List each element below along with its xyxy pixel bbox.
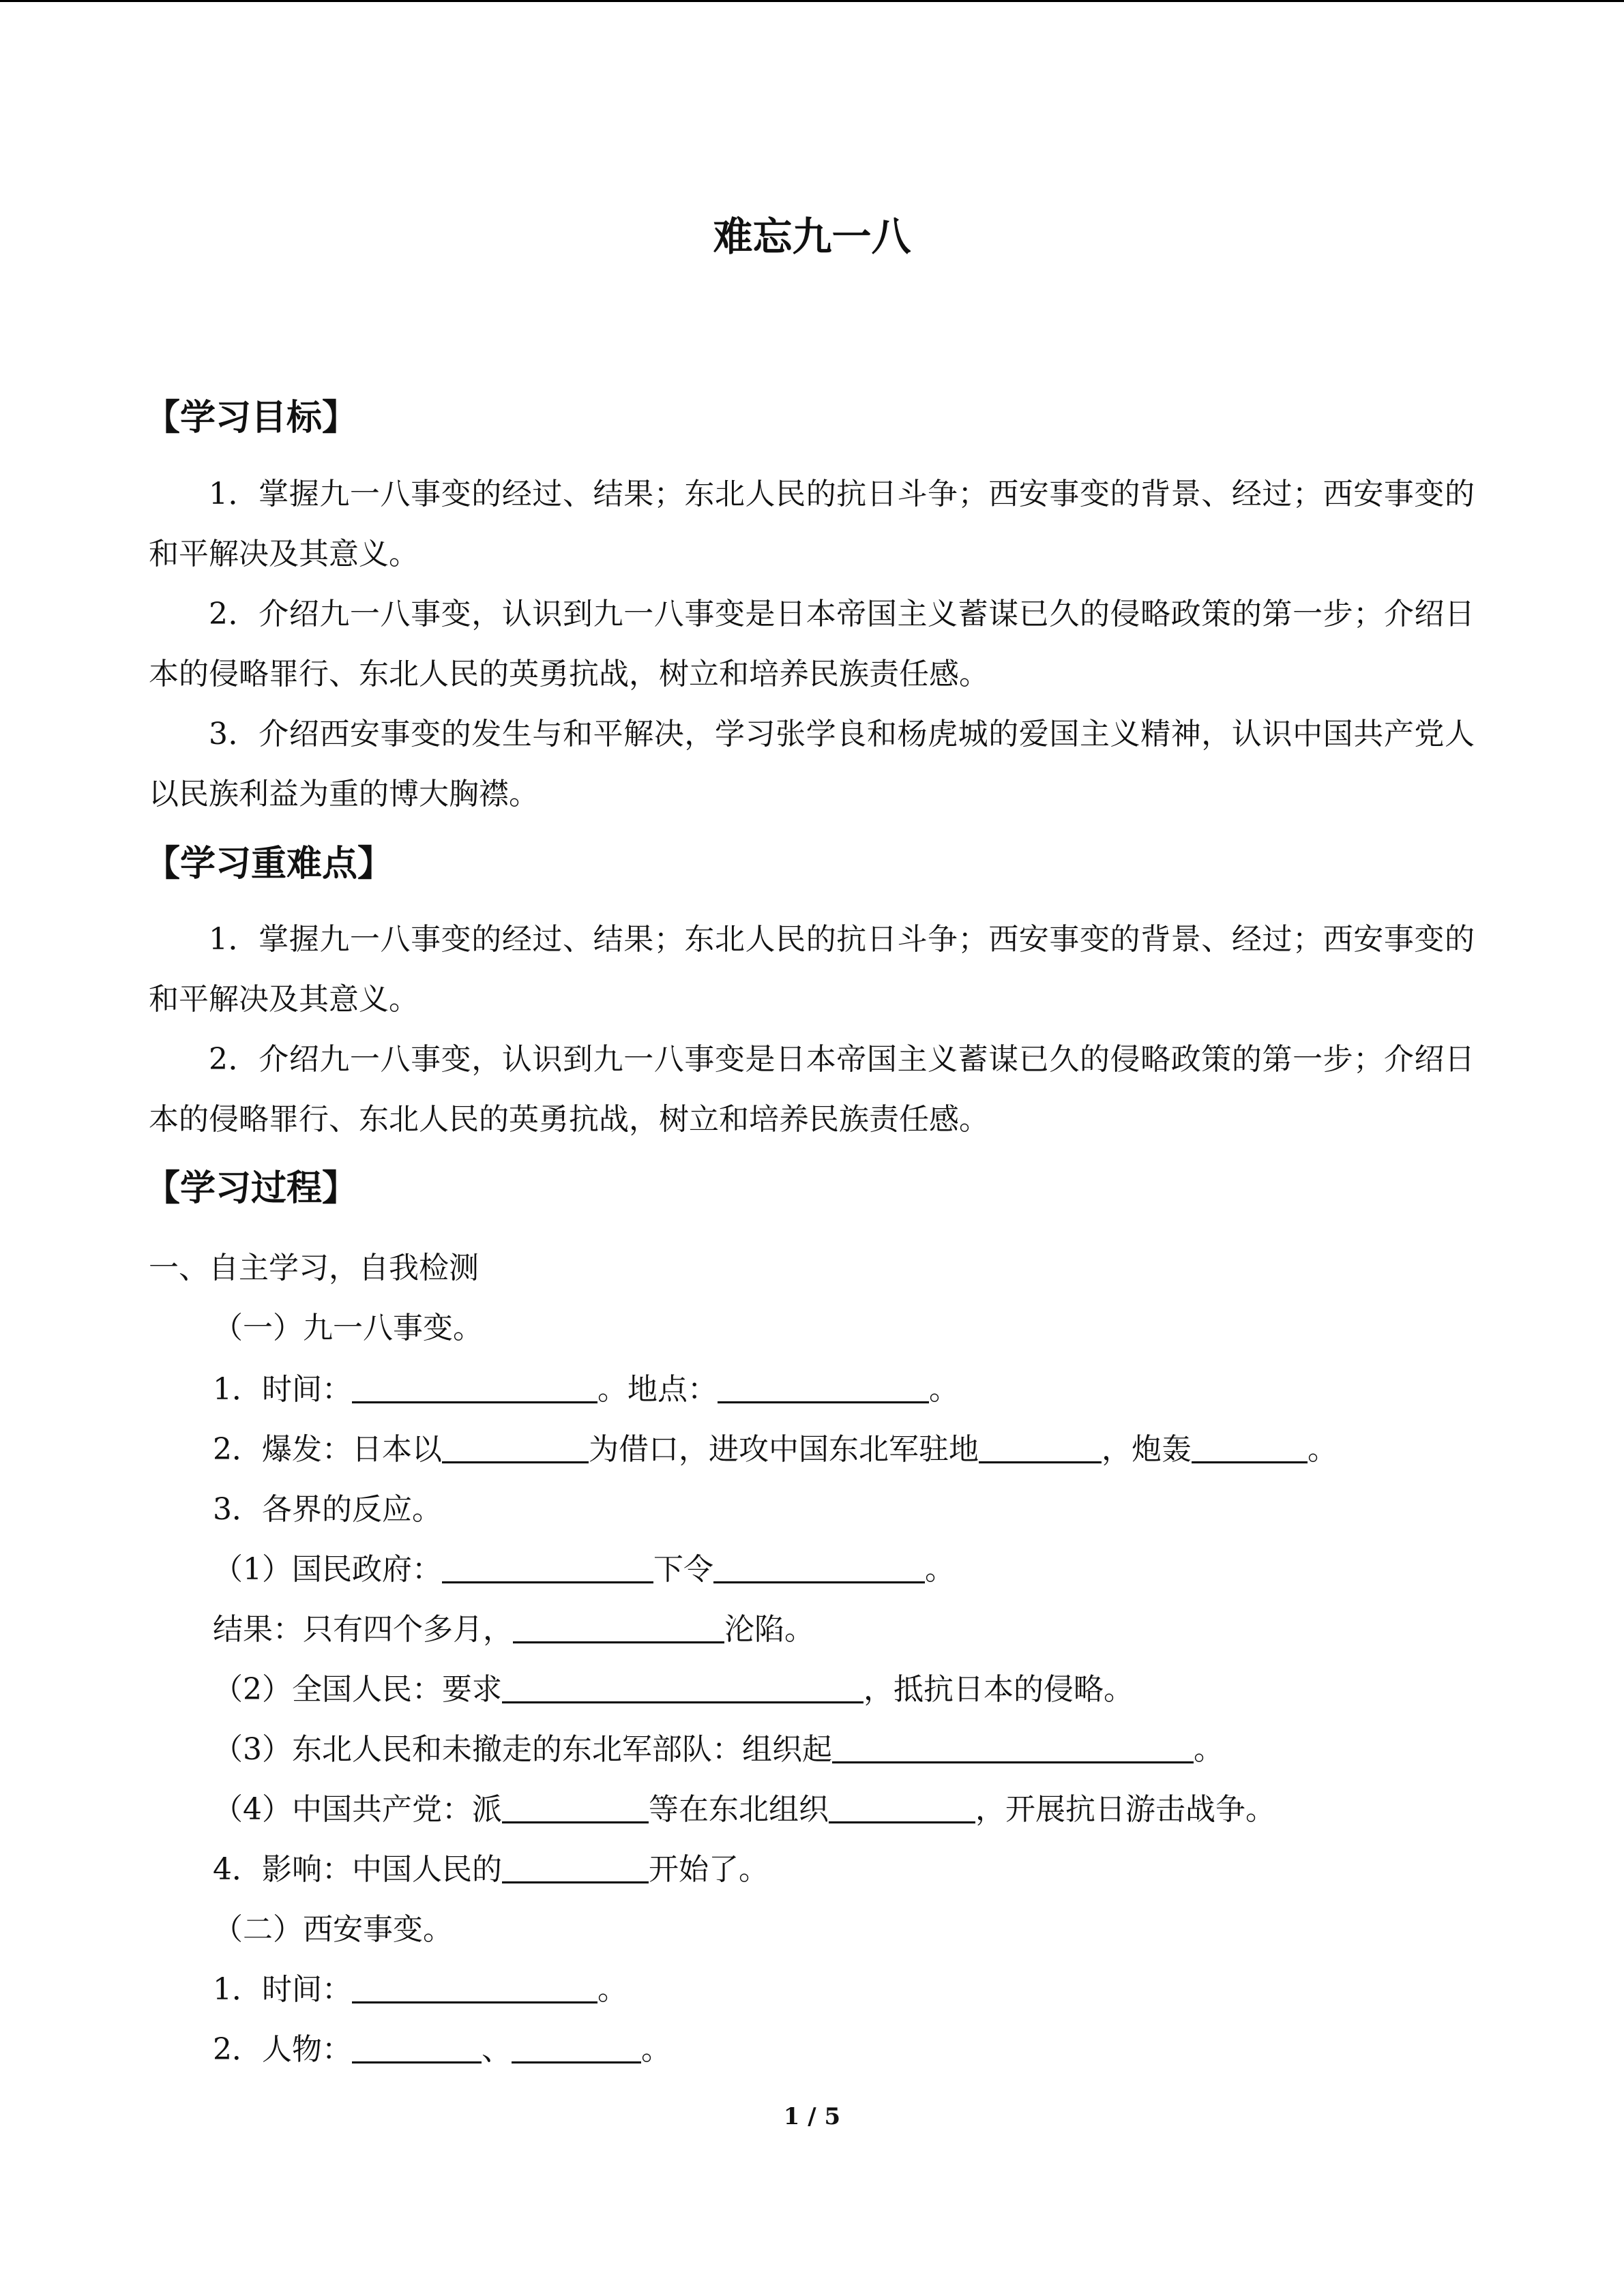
subsection-xian-incident: （二）西安事变。 [213,1912,453,1947]
goal-item-2: 2．介绍九一八事变，认识到九一八事变是日本帝国主义蓄谋已久的侵略政策的第一步；介绍日本的侵略罪行、东北人民的英勇抗战，树立和培养民族责任感。 [149,597,1475,691]
blank-cpc-dispatch[interactable] [502,1791,649,1823]
blank-pretext[interactable] [442,1431,589,1463]
blank-government-order[interactable] [713,1551,925,1583]
question-reactions: 3．各界的反应。 [213,1492,442,1527]
blank-cpc-organize[interactable] [829,1791,975,1823]
section-heading-goals: 【学习目标】 [145,398,358,438]
top-border [0,0,1624,2]
part-self-study: 一、自主学习，自我检测 [149,1251,479,1285]
blank-person-2[interactable] [512,2031,641,2063]
question-xian-time: 1．时间： 。 [213,1972,628,2007]
section-heading-process: 【学习过程】 [145,1168,358,1209]
blank-northeast-organize[interactable] [832,1731,1194,1763]
reaction-result: 结果：只有四个多月， 沦陷。 [213,1612,814,1647]
question-impact: 4．影响：中国人民的 开始了。 [213,1852,769,1887]
question-outbreak: 2．爆发：日本以 为借口，进攻中国东北军驻地 ，炮轰 。 [213,1432,1338,1467]
section-heading-key-points: 【学习重难点】 [145,844,394,884]
reaction-people: （2）全国人民：要求 ，抵抗日本的侵略。 [213,1672,1134,1707]
reaction-government: （1）国民政府： 下令 。 [213,1552,955,1587]
reaction-northeast: （3）东北人民和未撤走的东北军部队：组织起 。 [213,1732,1224,1767]
blank-people-demand[interactable] [502,1671,863,1703]
blank-government-leader[interactable] [442,1551,653,1583]
key-point-item-1: 1．掌握九一八事变的经过、结果；东北人民的抗日斗争；西安事变的背景、经过；西安事变的和平解决及其意义。 [149,922,1475,1017]
blank-fallen-region[interactable] [513,1611,724,1643]
question-time-place: 1．时间： 。地点： 。 [213,1372,959,1407]
reaction-cpc: （4）中国共产党：派 等在东北组织 ，开展抗日游击战争。 [213,1792,1275,1827]
question-xian-people: 2．人物： 、 。 [213,2032,671,2067]
blank-impact[interactable] [502,1851,649,1883]
blank-xian-time[interactable] [352,1971,597,2003]
key-point-item-2: 2．介绍九一八事变，认识到九一八事变是日本帝国主义蓄谋已久的侵略政策的第一步；介绍日本的侵略罪行、东北人民的英勇抗战，树立和培养民族责任感。 [149,1042,1475,1137]
goal-item-3: 3．介绍西安事变的发生与和平解决，学习张学良和杨虎城的爱国主义精神，认识中国共产党人以民族利益为重的博大胸襟。 [149,717,1475,811]
subsection-918-incident: （一）九一八事变。 [213,1311,483,1345]
blank-garrison[interactable] [979,1431,1102,1463]
blank-place[interactable] [718,1371,929,1403]
blank-time[interactable] [352,1371,597,1403]
goal-item-1: 1．掌握九一八事变的经过、结果；东北人民的抗日斗争；西安事变的背景、经过；西安事变的和平解决及其意义。 [149,477,1475,571]
page-number: 1 / 5 [783,2103,841,2130]
blank-bombard[interactable] [1192,1431,1308,1463]
blank-person-1[interactable] [352,2031,482,2063]
page-title: 难忘九一八 [713,213,911,260]
